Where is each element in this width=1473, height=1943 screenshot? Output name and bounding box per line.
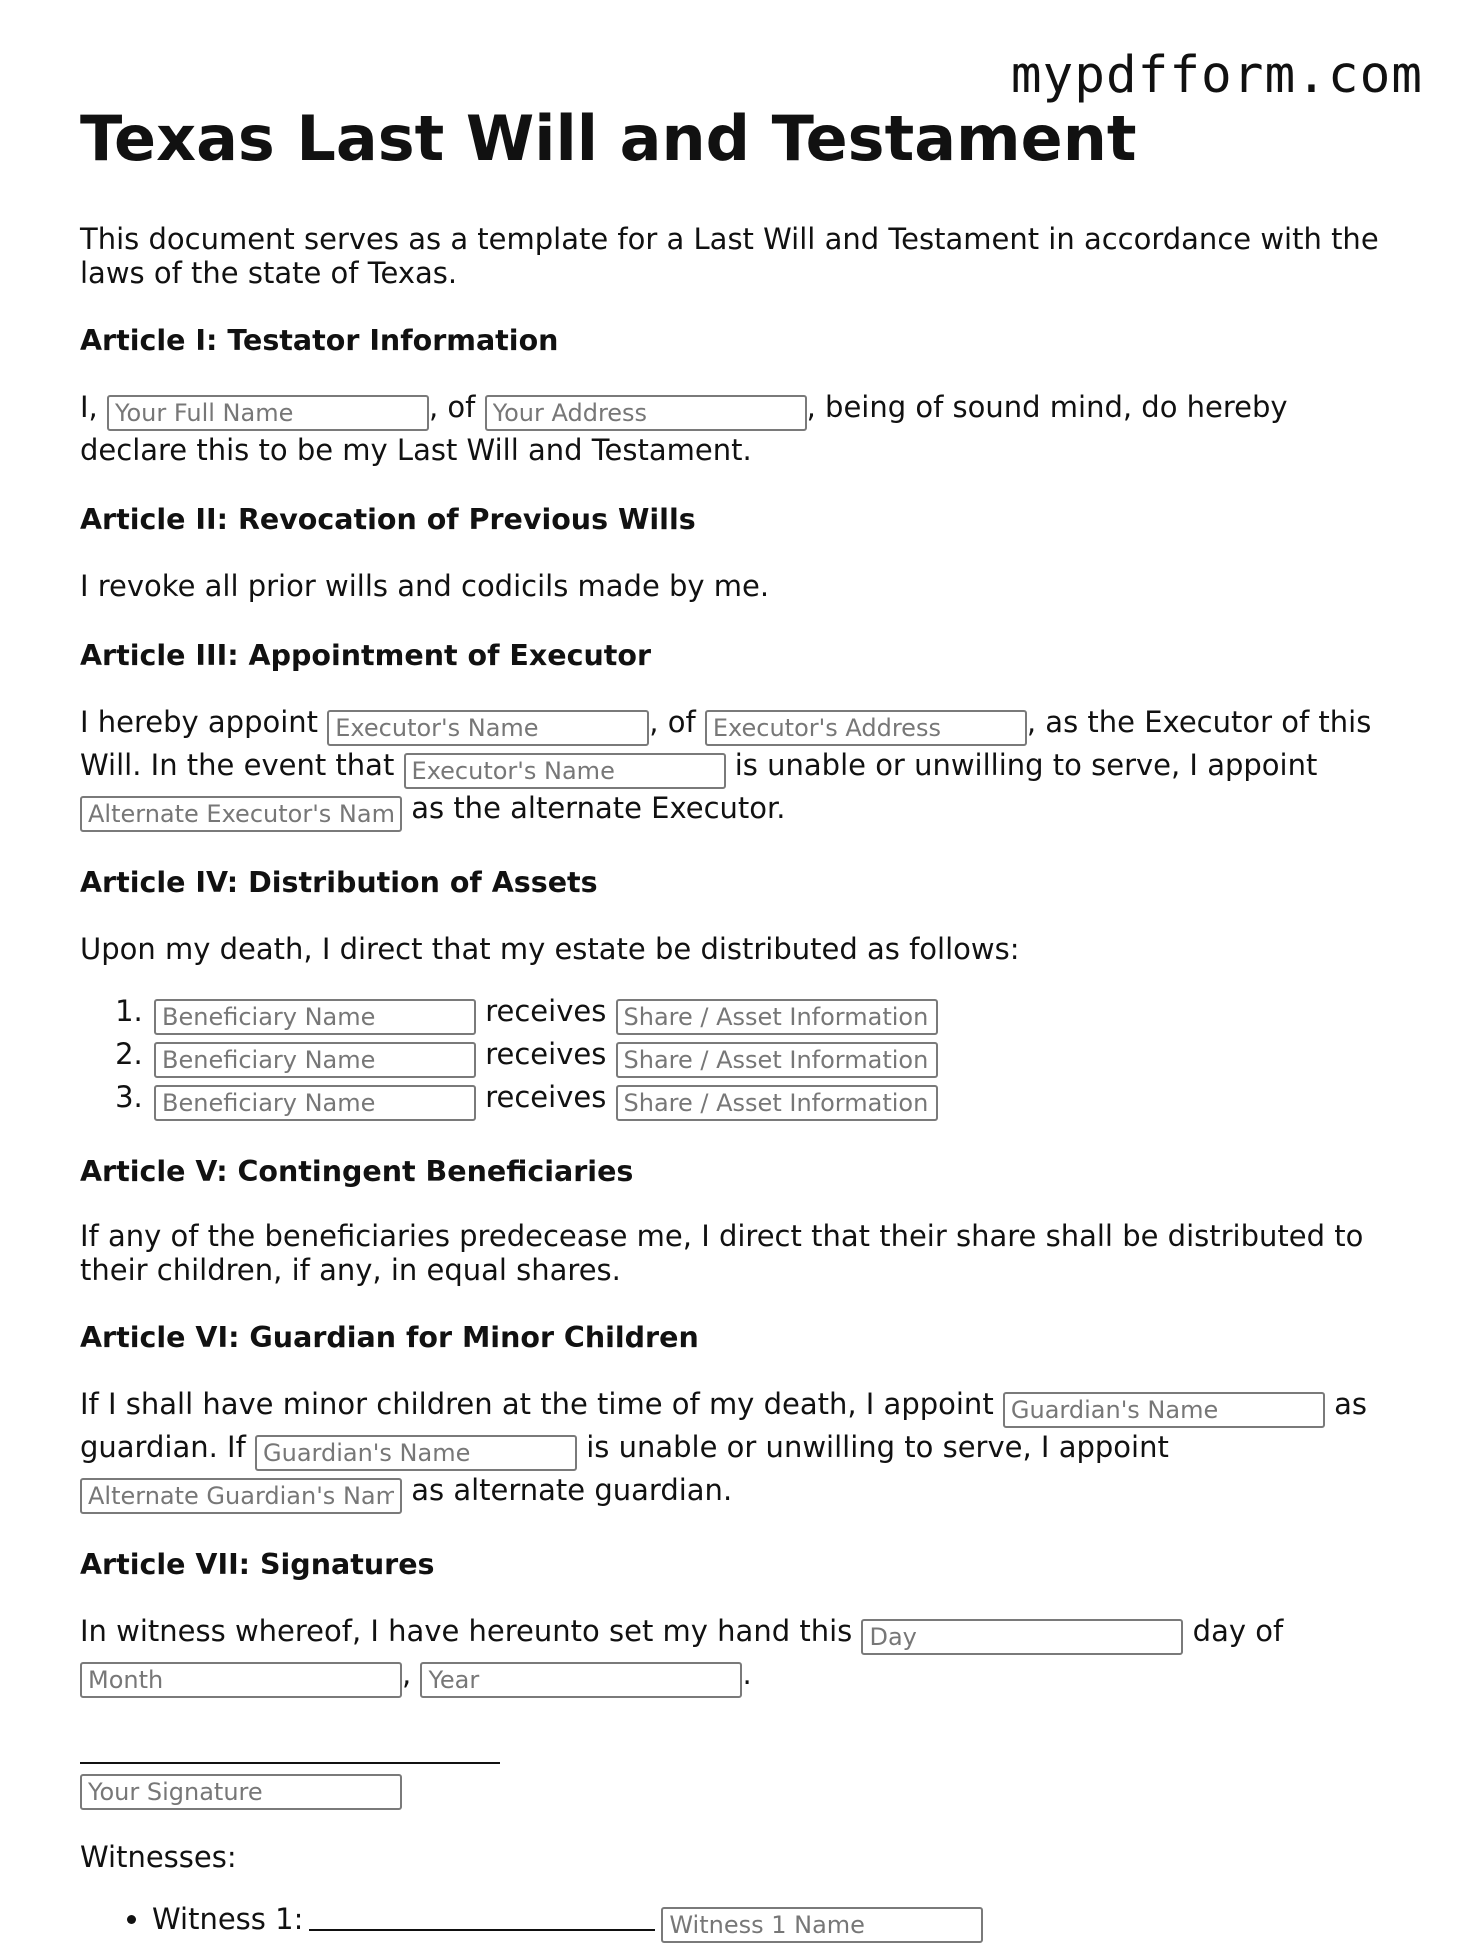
- signature-line: [80, 1742, 500, 1764]
- month-input[interactable]: [80, 1662, 402, 1698]
- article-3-text-1: I hereby appoint: [80, 705, 328, 739]
- list-item: [152, 992, 1400, 1035]
- guardian-name-input[interactable]: [1003, 1392, 1325, 1428]
- beneficiary-name-input[interactable]: [154, 999, 476, 1035]
- article-5-text: If any of the beneficiaries predecease me, I direct that their share shall be distributed to their children, if any, in equal shares.: [80, 1219, 1364, 1287]
- testator-address-input[interactable]: [485, 395, 807, 431]
- article-3-text-3: , as the Executor of this Will. In the event that: [80, 705, 1372, 782]
- list-item: [152, 1035, 1400, 1078]
- article-1-text-3: , being of sound mind, do hereby declare this to be my Last Will and Testament.: [80, 390, 1288, 467]
- beneficiary-name-input[interactable]: [154, 1085, 476, 1121]
- article-7-body: [80, 1612, 1400, 1698]
- article-7-text-4: .: [742, 1657, 752, 1691]
- article-6-body: [80, 1385, 1400, 1514]
- beneficiary-name-input[interactable]: [154, 1042, 476, 1078]
- article-7-heading: Article VII: Signatures: [80, 1548, 435, 1581]
- witness-list: [80, 1900, 1400, 1943]
- article-6-text-3: is unable or unwilling to serve, I appoint: [577, 1430, 1169, 1464]
- list-item: [152, 1078, 1400, 1121]
- executor-address-input[interactable]: [705, 710, 1027, 746]
- signature-input[interactable]: [80, 1774, 402, 1810]
- article-1-text-2: , of: [429, 390, 485, 424]
- article-3-heading: Article III: Appointment of Executor: [80, 639, 652, 672]
- executor-name-repeat-input[interactable]: [404, 753, 726, 789]
- article-7-text-1: In witness whereof, I have hereunto set my hand this: [80, 1614, 862, 1648]
- article-3-text-4: is unable or unwilling to serve, I appoint: [725, 748, 1318, 782]
- witness-1-name-input[interactable]: [661, 1907, 983, 1943]
- article-7-text-3: ,: [402, 1657, 421, 1691]
- day-input[interactable]: [861, 1619, 1183, 1655]
- article-3-text-2: , of: [649, 705, 705, 739]
- page-title: Texas Last Will and Testament: [80, 102, 1137, 175]
- article-2-text: I revoke all prior wills and codicils made by me.: [80, 569, 770, 603]
- testator-name-input[interactable]: [107, 395, 429, 431]
- witness-1-label: Witness 1:: [152, 1902, 304, 1936]
- article-6-text-4: as alternate guardian.: [402, 1473, 733, 1507]
- article-4-text: Upon my death, I direct that my estate be distributed as follows:: [80, 932, 1020, 966]
- year-input[interactable]: [420, 1662, 742, 1698]
- article-3-body: [80, 703, 1400, 832]
- share-info-input[interactable]: [616, 1085, 938, 1121]
- guardian-name-repeat-input[interactable]: [255, 1435, 577, 1471]
- article-5-heading: Article V: Contingent Beneficiaries: [80, 1155, 634, 1188]
- article-2-heading: Article II: Revocation of Previous Wills: [80, 503, 696, 536]
- article-6-heading: Article VI: Guardian for Minor Children: [80, 1321, 699, 1354]
- receives-label: receives: [476, 1080, 616, 1114]
- article-1-heading: Article I: Testator Information: [80, 324, 559, 357]
- share-info-input[interactable]: [616, 1042, 938, 1078]
- article-4-heading: Article IV: Distribution of Assets: [80, 866, 598, 899]
- receives-label: receives: [476, 994, 616, 1028]
- article-3-text-5: as the alternate Executor.: [402, 791, 786, 825]
- article-6-text-2: as guardian. If: [80, 1387, 1368, 1464]
- alternate-executor-input[interactable]: [80, 796, 402, 832]
- article-7-text-2: day of: [1183, 1614, 1284, 1648]
- article-1-body: [80, 388, 1400, 469]
- witnesses-label: Witnesses:: [80, 1840, 237, 1874]
- executor-name-input[interactable]: [327, 710, 649, 746]
- article-6-text-1: If I shall have minor children at the time of my death, I appoint: [80, 1387, 1003, 1421]
- share-info-input[interactable]: [616, 999, 938, 1035]
- will-document: [80, 96, 1400, 1943]
- receives-label: receives: [476, 1037, 616, 1071]
- intro-text: This document serves as a template for a Last Will and Testament in accordance with the laws of the state of Texas.: [80, 222, 1379, 290]
- distribution-list: [80, 992, 1400, 1121]
- witness-1-signature-line: [309, 1903, 655, 1931]
- article-1-text-1: I,: [80, 390, 107, 424]
- alternate-guardian-input[interactable]: [80, 1478, 402, 1514]
- list-item: [152, 1900, 1400, 1943]
- watermark: mypdfform.com: [1010, 46, 1423, 105]
